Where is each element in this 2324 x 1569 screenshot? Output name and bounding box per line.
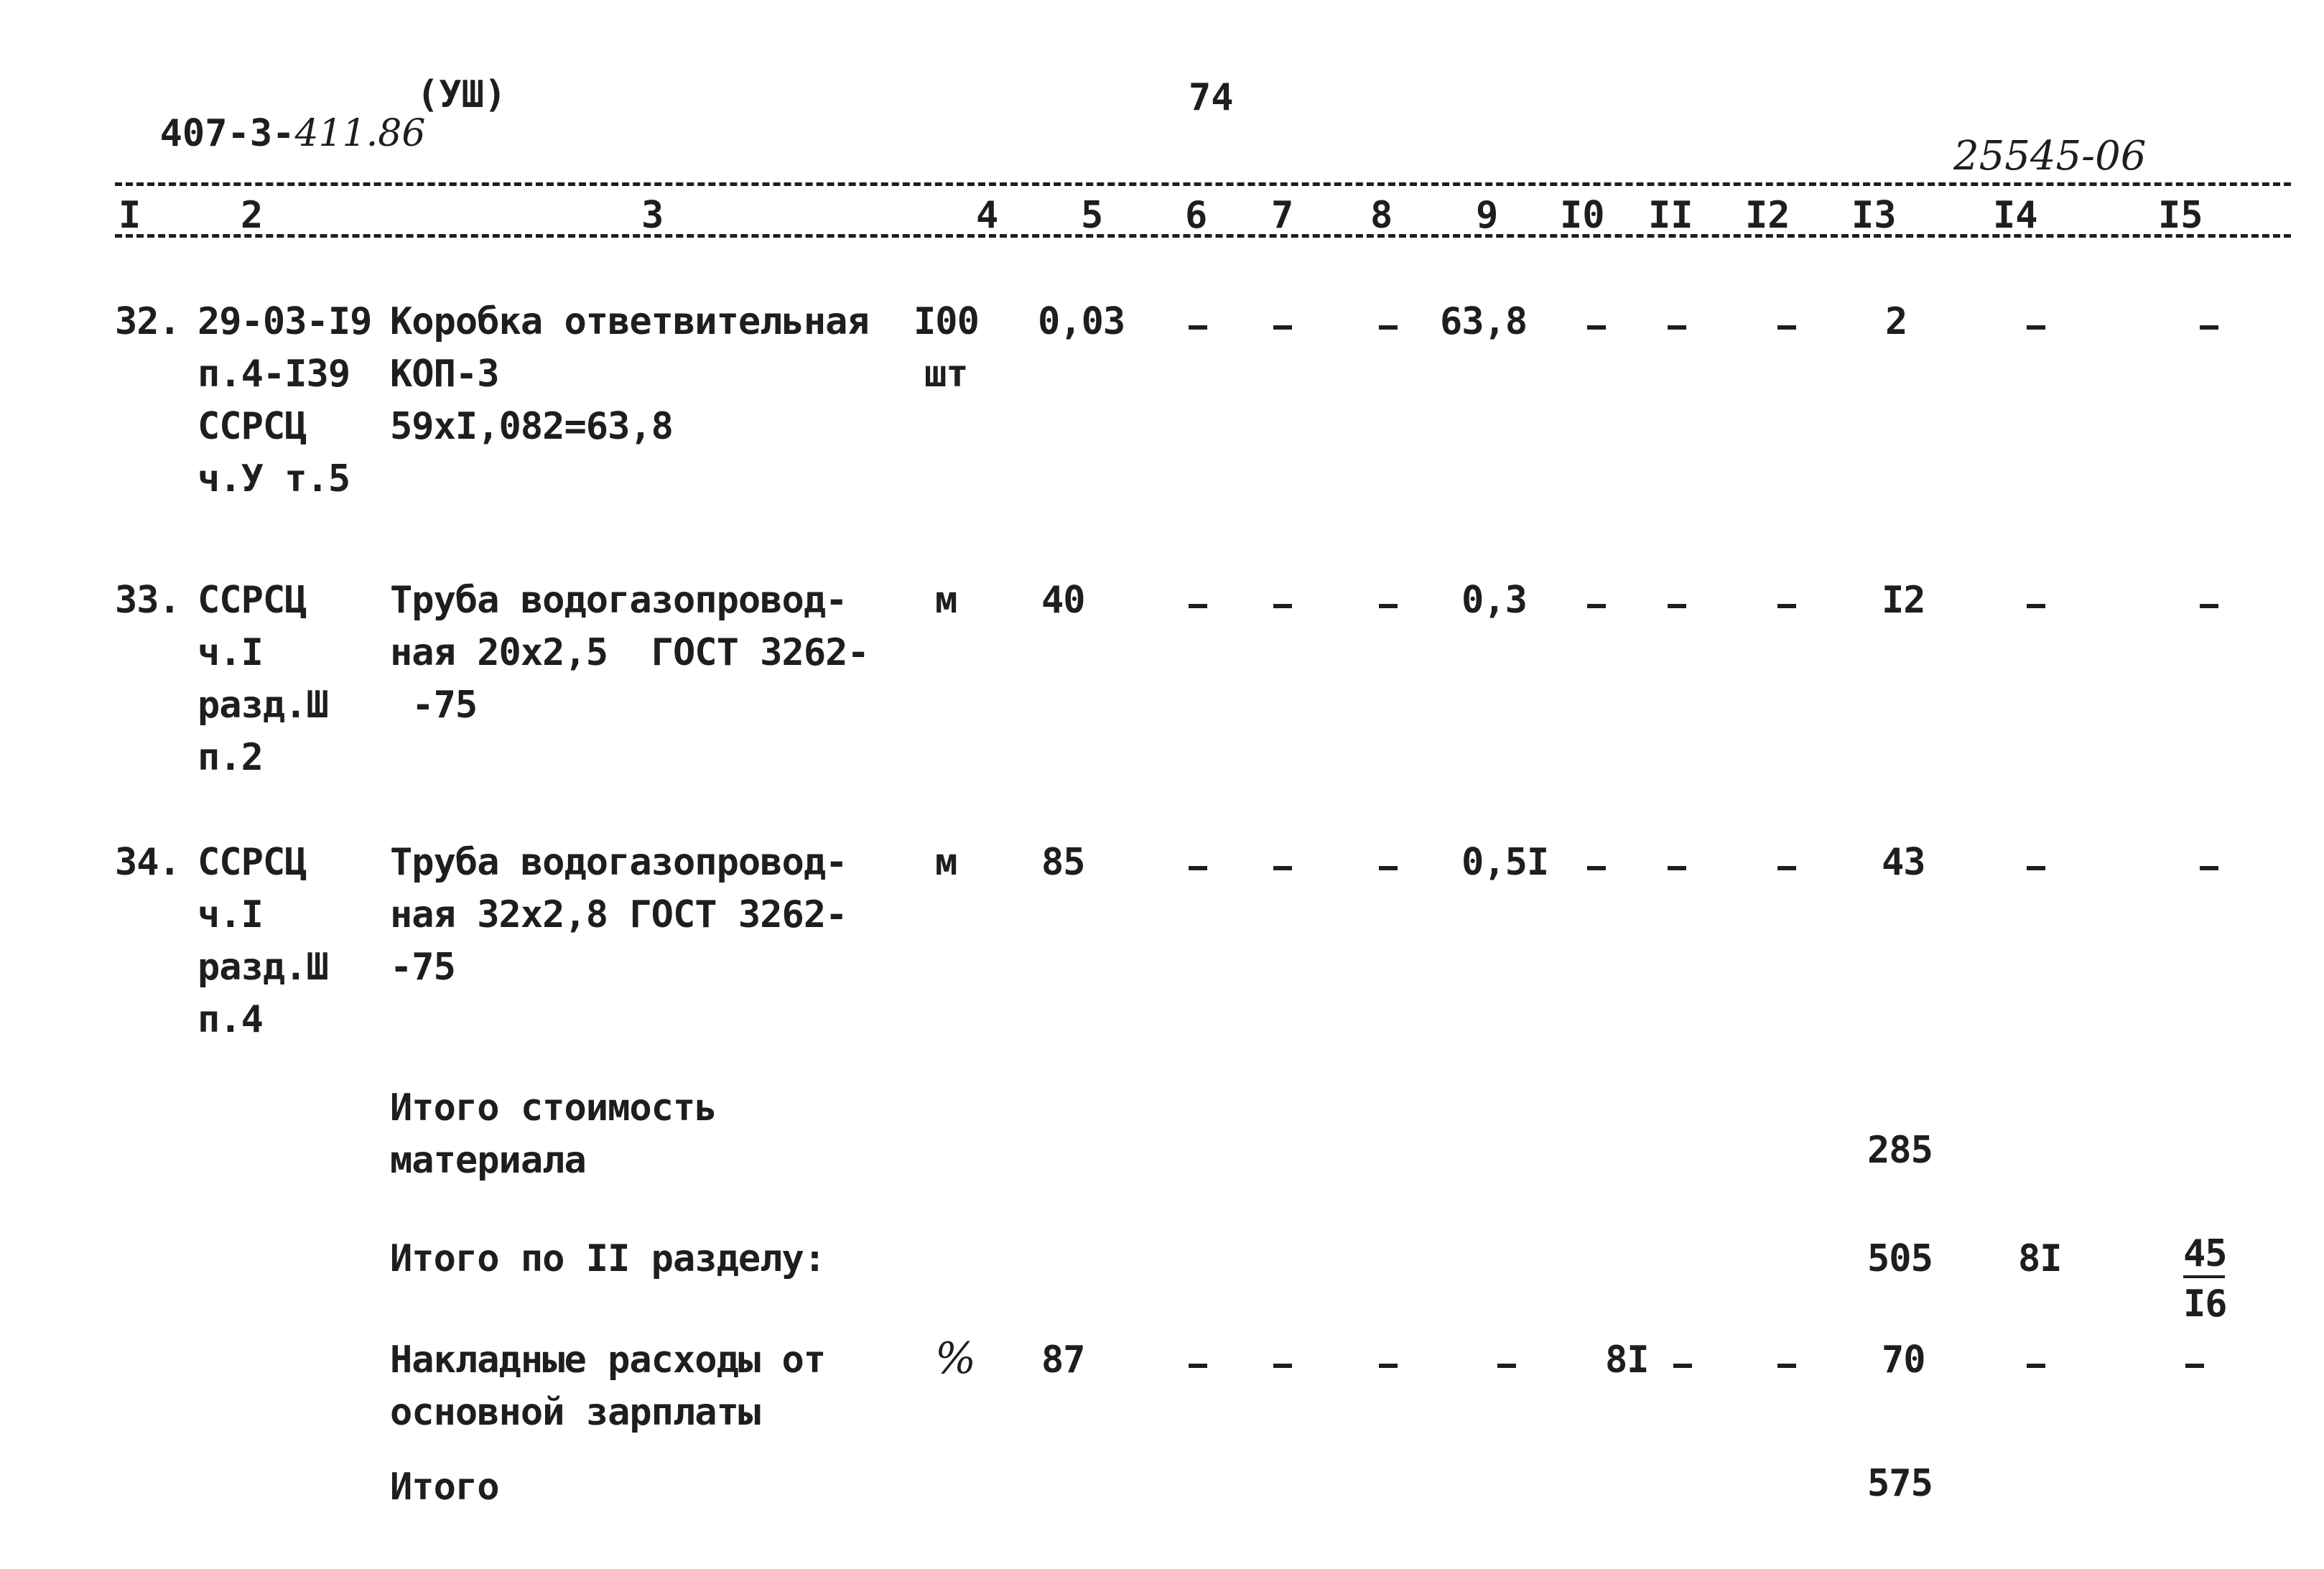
item-description: 59хI,082=63,8 <box>390 405 673 448</box>
column-header: I <box>118 194 141 237</box>
pricing-reference: ч.I <box>197 893 263 936</box>
salary-total: 8I <box>1605 1338 1649 1382</box>
page-number: 74 <box>1189 76 1234 119</box>
salary-total: 8I <box>2018 1237 2062 1280</box>
item-description: Труба водогазопровод- <box>390 579 847 622</box>
item-description: -75 <box>390 684 478 727</box>
dash-col8 <box>1379 604 1398 608</box>
dash-col8 <box>1379 1364 1398 1368</box>
dash-col11 <box>1668 604 1686 608</box>
pricing-reference: ССРСЦ <box>197 405 307 448</box>
column-header: 6 <box>1185 194 1208 237</box>
item-description: -75 <box>390 946 455 989</box>
column-header: I4 <box>1993 194 2038 237</box>
dash-col7 <box>1273 325 1292 330</box>
dash-col10 <box>1587 604 1606 608</box>
item-description: ная 32х2,8 ГОСТ 3262- <box>390 893 847 936</box>
column-header: 2 <box>241 194 264 237</box>
total-cost: 2 <box>1885 300 1907 343</box>
document-number-handwritten: 411.86 <box>294 112 426 155</box>
quantity: 85 <box>1041 841 1085 884</box>
total-label: Накладные расходы от <box>390 1338 826 1382</box>
dash-col15 <box>2200 866 2218 870</box>
dash-col11 <box>1668 866 1686 870</box>
total-cost: 505 <box>1867 1237 1933 1280</box>
pricing-reference: п.4 <box>197 998 263 1041</box>
document-volume: (УШ) <box>417 73 507 116</box>
dash-col11 <box>1668 325 1686 330</box>
item-description: КОП-3 <box>390 353 499 396</box>
row-number: 32. <box>115 300 180 343</box>
dash-col8 <box>1379 866 1398 870</box>
dash-col6 <box>1189 325 1207 330</box>
dash-col12 <box>1777 1364 1796 1368</box>
total-label: материала <box>390 1139 586 1182</box>
column-header: 5 <box>1081 194 1104 237</box>
column-header: 9 <box>1476 194 1499 237</box>
quantity: 87 <box>1041 1338 1085 1382</box>
inventory-stamp: 25545-06 <box>1953 133 2147 180</box>
dash-col15 <box>2200 325 2218 330</box>
unit-price: 63,8 <box>1440 300 1528 343</box>
dash-col12 <box>1777 866 1796 870</box>
column-header: II <box>1648 194 1693 237</box>
dash-col7 <box>1273 604 1292 608</box>
column-header: I5 <box>2158 194 2203 237</box>
pricing-reference: ч.У т.5 <box>197 457 350 501</box>
fraction-bar <box>2183 1275 2225 1278</box>
row-number: 33. <box>115 579 180 622</box>
dash-col12 <box>1777 604 1796 608</box>
dash-col10 <box>1587 325 1606 330</box>
total-cost: 70 <box>1882 1338 1925 1382</box>
header-top-rule <box>115 182 2291 186</box>
column-header: I2 <box>1745 194 1790 237</box>
unit: шт <box>924 353 968 396</box>
column-header: 3 <box>641 194 664 237</box>
total-cost: 43 <box>1882 841 1925 884</box>
total-cost: I2 <box>1882 579 1925 622</box>
dash-col10 <box>1587 866 1606 870</box>
pricing-reference: п.4-I39 <box>197 353 350 396</box>
column-header: I3 <box>1851 194 1897 237</box>
total-cost: 575 <box>1867 1462 1933 1505</box>
dash-col14 <box>2027 866 2045 870</box>
fraction-numerator: 45 <box>2183 1232 2227 1275</box>
item-description: Коробка ответвительная <box>390 300 869 343</box>
fraction-denominator: I6 <box>2183 1282 2227 1326</box>
percent-unit: % <box>935 1333 976 1384</box>
total-label: Итого по II разделу: <box>390 1237 826 1280</box>
document-number-printed: 407-3- <box>159 112 295 155</box>
dash-col14 <box>2027 325 2045 330</box>
pricing-reference: ССРСЦ <box>197 579 307 622</box>
dash-col15 <box>2185 1364 2204 1368</box>
total-label: основной зарплаты <box>390 1391 761 1434</box>
dash-col6 <box>1189 604 1207 608</box>
unit: I00 <box>914 300 979 343</box>
pricing-reference: п.2 <box>197 736 263 779</box>
total-label: Итого <box>390 1466 499 1509</box>
total-label: Итого стоимость <box>390 1086 717 1130</box>
unit-price: 0,3 <box>1461 579 1527 622</box>
column-header: I0 <box>1560 194 1605 237</box>
column-header: 7 <box>1271 194 1294 237</box>
pricing-reference: разд.Ш <box>197 684 328 727</box>
dash-col15 <box>2200 604 2218 608</box>
dash-col6 <box>1189 866 1207 870</box>
column-header: 8 <box>1370 194 1393 237</box>
unit: м <box>935 841 957 884</box>
item-description: ная 20х2,5 ГОСТ 3262- <box>390 631 869 674</box>
dash-col7 <box>1273 866 1292 870</box>
dash-col8 <box>1379 325 1398 330</box>
dash-col6 <box>1189 1364 1207 1368</box>
unit: м <box>935 579 957 622</box>
dash-col14 <box>2027 1364 2045 1368</box>
item-description: Труба водогазопровод- <box>390 841 847 884</box>
quantity: 40 <box>1041 579 1085 622</box>
document-number <box>115 78 426 155</box>
unit-price: 0,5I <box>1461 841 1549 884</box>
dash-col11 <box>1673 1364 1692 1368</box>
dash-col14 <box>2027 604 2045 608</box>
quantity: 0,03 <box>1038 300 1125 343</box>
column-header: 4 <box>976 194 999 237</box>
dash-col9 <box>1497 1364 1516 1368</box>
pricing-reference: 29-03-I9 <box>197 300 372 343</box>
row-number: 34. <box>115 841 180 884</box>
dash-col7 <box>1273 1364 1292 1368</box>
pricing-reference: ч.I <box>197 631 263 674</box>
total-cost: 285 <box>1867 1129 1933 1172</box>
dash-col12 <box>1777 325 1796 330</box>
pricing-reference: ССРСЦ <box>197 841 307 884</box>
pricing-reference: разд.Ш <box>197 946 328 989</box>
